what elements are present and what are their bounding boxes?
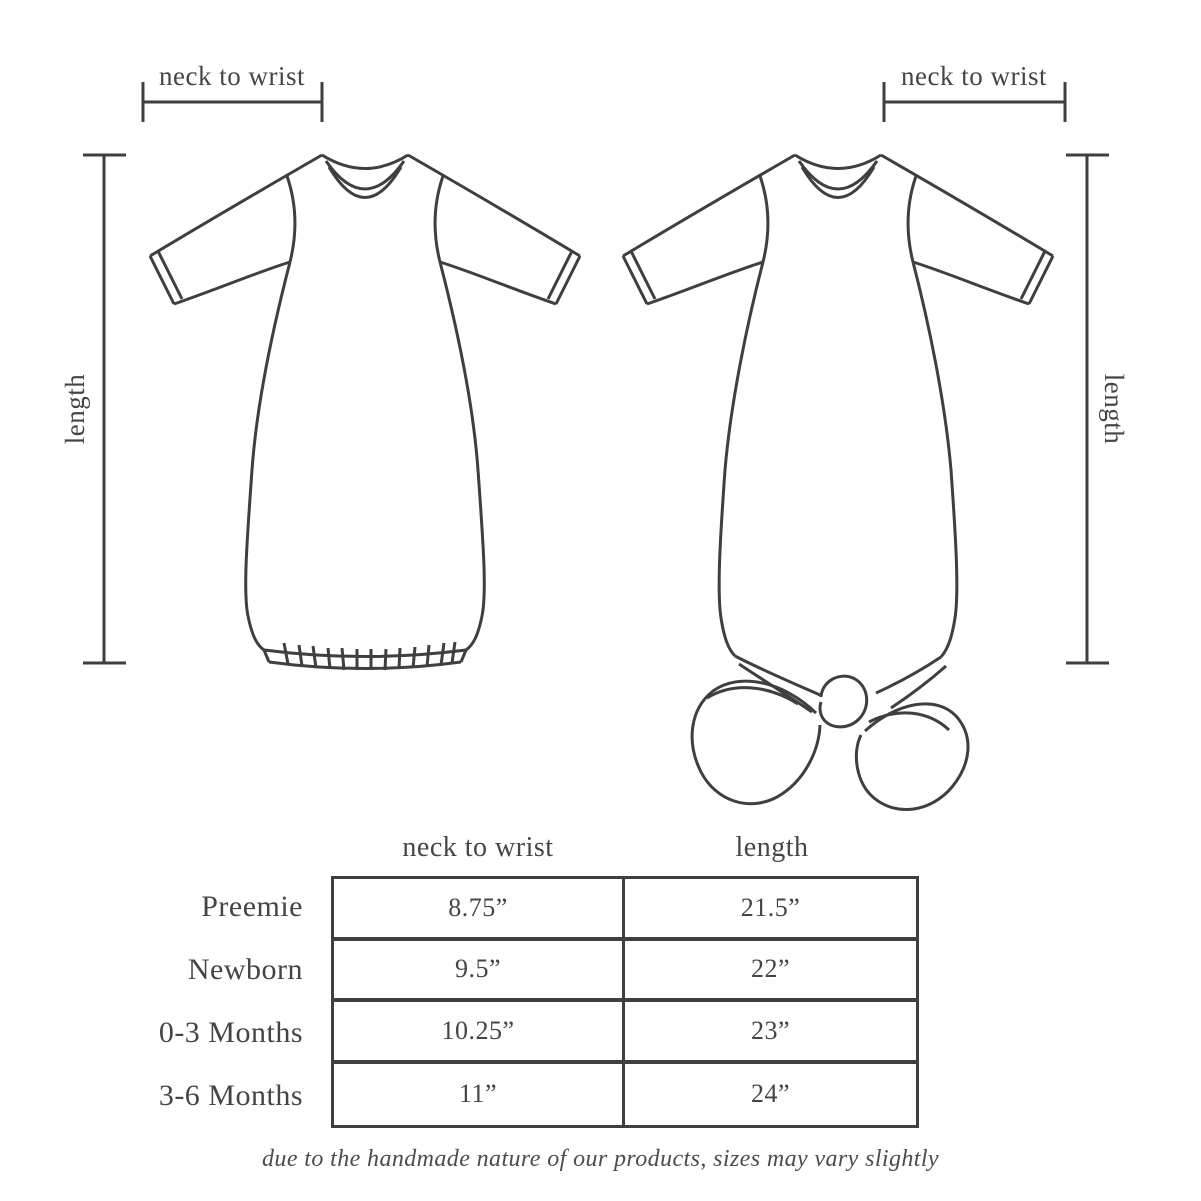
- footnote: due to the handmade nature of our products, sizes may vary slightly: [262, 1146, 939, 1172]
- cell-0-3-months-neck-to-wrist: 10.25”: [334, 1002, 625, 1064]
- cell-newborn-length: 22”: [625, 941, 916, 1003]
- neck-to-wrist-label-left: neck to wrist: [159, 61, 305, 91]
- size-row-label-newborn: Newborn: [187, 953, 303, 986]
- length-label-right: length: [1099, 373, 1129, 445]
- cell-3-6-months-neck-to-wrist: 11”: [334, 1064, 625, 1126]
- size-row-label-0-3-months: 0-3 Months: [158, 1016, 303, 1049]
- neck-to-wrist-label-right: neck to wrist: [901, 61, 1047, 91]
- size-row-label-3-6-months: 3-6 Months: [158, 1079, 303, 1112]
- gathered-gown-drawing: [150, 155, 580, 670]
- length-label-left: length: [60, 373, 90, 445]
- table-col-header-neck-to-wrist: neck to wrist: [402, 832, 554, 863]
- gathered-hem: [264, 642, 466, 670]
- cell-newborn-neck-to-wrist: 9.5”: [334, 941, 625, 1003]
- knotted-gown-drawing: [623, 155, 1053, 810]
- cell-0-3-months-length: 23”: [625, 1002, 916, 1064]
- cell-preemie-neck-to-wrist: 8.75”: [334, 879, 625, 941]
- cell-preemie-length: 21.5”: [625, 879, 916, 941]
- cell-3-6-months-length: 24”: [750, 1079, 791, 1109]
- table-col-header-length: length: [735, 832, 809, 863]
- size-chart-table: [331, 876, 919, 1128]
- gown-top-sleeves-and-collar: [150, 155, 580, 304]
- knot: [692, 656, 968, 810]
- size-row-label-preemie: Preemie: [201, 890, 303, 923]
